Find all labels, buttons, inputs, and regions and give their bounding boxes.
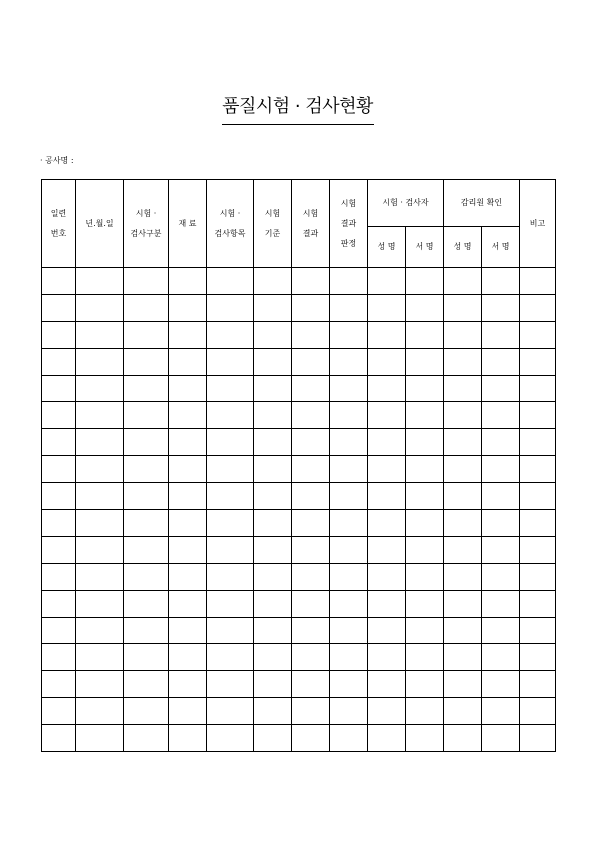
table-cell[interactable] — [254, 348, 292, 375]
table-cell[interactable] — [482, 510, 520, 537]
table-cell[interactable] — [368, 536, 406, 563]
table-row — [42, 644, 556, 671]
table-row — [42, 725, 556, 752]
col-judgement: 시험 결과 판정 — [330, 180, 368, 268]
table-cell[interactable] — [254, 375, 292, 402]
table-cell[interactable] — [482, 725, 520, 752]
table-cell[interactable] — [330, 725, 368, 752]
table-cell[interactable] — [76, 698, 124, 725]
table-row — [42, 617, 556, 644]
table-cell[interactable] — [254, 536, 292, 563]
table-cell[interactable] — [76, 671, 124, 698]
table-cell[interactable] — [207, 348, 254, 375]
table-cell[interactable] — [76, 375, 124, 402]
table-cell[interactable] — [520, 321, 556, 348]
table-cell[interactable] — [124, 456, 169, 483]
table-cell[interactable] — [207, 375, 254, 402]
table-cell[interactable] — [444, 644, 482, 671]
table-cell[interactable] — [169, 483, 207, 510]
table-cell[interactable] — [406, 268, 444, 295]
table-cell[interactable] — [42, 402, 76, 429]
table-cell[interactable] — [254, 321, 292, 348]
table-row — [42, 590, 556, 617]
table-cell[interactable] — [124, 348, 169, 375]
table-cell[interactable] — [124, 375, 169, 402]
table-cell[interactable] — [406, 698, 444, 725]
table-cell[interactable] — [292, 456, 330, 483]
col-inspector-signature: 서 명 — [406, 227, 444, 268]
table-cell[interactable] — [520, 268, 556, 295]
table-cell[interactable] — [76, 456, 124, 483]
table-cell[interactable] — [169, 510, 207, 537]
table-cell[interactable] — [406, 510, 444, 537]
table-row — [42, 268, 556, 295]
table-cell[interactable] — [444, 671, 482, 698]
table-cell[interactable] — [42, 617, 76, 644]
table-cell[interactable] — [444, 698, 482, 725]
table-cell[interactable] — [207, 671, 254, 698]
col-inspector-name: 성 명 — [368, 227, 406, 268]
table-cell[interactable] — [520, 536, 556, 563]
table-cell[interactable] — [169, 725, 207, 752]
table-cell[interactable] — [169, 536, 207, 563]
table-cell[interactable] — [42, 348, 76, 375]
table-cell[interactable] — [368, 671, 406, 698]
table-cell[interactable] — [444, 402, 482, 429]
table-cell[interactable] — [444, 348, 482, 375]
table-cell[interactable] — [482, 590, 520, 617]
table-cell[interactable] — [406, 294, 444, 321]
table-cell[interactable] — [254, 644, 292, 671]
table-cell[interactable] — [169, 456, 207, 483]
table-cell[interactable] — [42, 510, 76, 537]
table-cell[interactable] — [42, 725, 76, 752]
table-cell[interactable] — [482, 617, 520, 644]
col-group-supervisor: 감리원 확인 — [444, 180, 520, 227]
table-cell[interactable] — [444, 456, 482, 483]
table-cell[interactable] — [444, 429, 482, 456]
table-cell[interactable] — [520, 483, 556, 510]
table-cell[interactable] — [444, 321, 482, 348]
table-cell[interactable] — [330, 456, 368, 483]
table-cell[interactable] — [482, 375, 520, 402]
table-cell[interactable] — [520, 698, 556, 725]
table-cell[interactable] — [520, 590, 556, 617]
table-cell[interactable] — [330, 429, 368, 456]
table-cell[interactable] — [124, 483, 169, 510]
table-cell[interactable] — [330, 644, 368, 671]
table-cell[interactable] — [42, 483, 76, 510]
table-cell[interactable] — [254, 671, 292, 698]
table-cell[interactable] — [254, 563, 292, 590]
table-cell[interactable] — [406, 671, 444, 698]
table-cell[interactable] — [42, 698, 76, 725]
table-cell[interactable] — [292, 590, 330, 617]
table-cell[interactable] — [330, 375, 368, 402]
table-cell[interactable] — [368, 510, 406, 537]
table-cell[interactable] — [368, 321, 406, 348]
col-supervisor-signature: 서 명 — [482, 227, 520, 268]
table-cell[interactable] — [292, 725, 330, 752]
table-cell[interactable] — [368, 698, 406, 725]
table-cell[interactable] — [42, 321, 76, 348]
table-cell[interactable] — [124, 402, 169, 429]
table-cell[interactable] — [406, 402, 444, 429]
table-cell[interactable] — [254, 456, 292, 483]
table-cell[interactable] — [254, 725, 292, 752]
table-cell[interactable] — [444, 268, 482, 295]
table-cell[interactable] — [124, 321, 169, 348]
table-cell[interactable] — [292, 268, 330, 295]
table-cell[interactable] — [292, 563, 330, 590]
table-cell[interactable] — [292, 321, 330, 348]
table-cell[interactable] — [444, 536, 482, 563]
table-cell[interactable] — [254, 698, 292, 725]
table-cell[interactable] — [169, 375, 207, 402]
table-cell[interactable] — [254, 402, 292, 429]
table-cell[interactable] — [444, 617, 482, 644]
table-cell[interactable] — [292, 348, 330, 375]
table-row — [42, 510, 556, 537]
table-cell[interactable] — [520, 510, 556, 537]
table-cell[interactable] — [169, 321, 207, 348]
table-cell[interactable] — [76, 725, 124, 752]
table-cell[interactable] — [169, 268, 207, 295]
table-cell[interactable] — [169, 617, 207, 644]
table-row — [42, 671, 556, 698]
table-cell[interactable] — [169, 563, 207, 590]
table-cell[interactable] — [169, 644, 207, 671]
table-row — [42, 348, 556, 375]
table-cell[interactable] — [406, 456, 444, 483]
table-cell[interactable] — [124, 617, 169, 644]
table-cell[interactable] — [124, 536, 169, 563]
table-cell[interactable] — [292, 375, 330, 402]
table-cell[interactable] — [124, 510, 169, 537]
table-cell[interactable] — [482, 644, 520, 671]
title-underline — [222, 124, 374, 125]
table-row — [42, 698, 556, 725]
table-cell[interactable] — [368, 483, 406, 510]
table-cell[interactable] — [368, 617, 406, 644]
table-cell[interactable] — [169, 348, 207, 375]
table-cell[interactable] — [207, 321, 254, 348]
table-cell[interactable] — [444, 510, 482, 537]
table-cell[interactable] — [368, 375, 406, 402]
table-row — [42, 483, 556, 510]
table-cell[interactable] — [207, 429, 254, 456]
table-cell[interactable] — [124, 429, 169, 456]
table-cell[interactable] — [330, 671, 368, 698]
table-row — [42, 294, 556, 321]
table-cell[interactable] — [482, 456, 520, 483]
table-cell[interactable] — [254, 617, 292, 644]
table-cell[interactable] — [406, 536, 444, 563]
table-cell[interactable] — [330, 348, 368, 375]
table-cell[interactable] — [76, 590, 124, 617]
table-cell[interactable] — [406, 483, 444, 510]
table-cell[interactable] — [42, 590, 76, 617]
table-cell[interactable] — [42, 375, 76, 402]
table-cell[interactable] — [207, 725, 254, 752]
table-row — [42, 563, 556, 590]
table-cell[interactable] — [254, 483, 292, 510]
table-cell[interactable] — [482, 268, 520, 295]
table-cell[interactable] — [520, 375, 556, 402]
table-cell[interactable] — [292, 510, 330, 537]
table-cell[interactable] — [520, 725, 556, 752]
table-cell[interactable] — [254, 268, 292, 295]
table-cell[interactable] — [292, 429, 330, 456]
table-cell[interactable] — [76, 617, 124, 644]
table-cell[interactable] — [207, 644, 254, 671]
table-cell[interactable] — [520, 617, 556, 644]
table-cell[interactable] — [330, 617, 368, 644]
table-cell[interactable] — [292, 698, 330, 725]
table-cell[interactable] — [520, 348, 556, 375]
table-cell[interactable] — [124, 268, 169, 295]
table-cell[interactable] — [169, 429, 207, 456]
table-cell[interactable] — [406, 644, 444, 671]
table-cell[interactable] — [520, 402, 556, 429]
table-cell[interactable] — [76, 348, 124, 375]
table-cell[interactable] — [520, 644, 556, 671]
table-cell[interactable] — [207, 402, 254, 429]
table-cell[interactable] — [330, 268, 368, 295]
table-row — [42, 375, 556, 402]
col-test-criteria: 시험 기준 — [254, 180, 292, 268]
table-cell[interactable] — [368, 402, 406, 429]
table-cell[interactable] — [124, 563, 169, 590]
table-cell[interactable] — [444, 294, 482, 321]
table-cell[interactable] — [368, 590, 406, 617]
table-cell[interactable] — [42, 294, 76, 321]
col-test-result: 시험 결과 — [292, 180, 330, 268]
table-cell[interactable] — [444, 375, 482, 402]
table-cell[interactable] — [368, 725, 406, 752]
table-cell[interactable] — [42, 268, 76, 295]
table-cell[interactable] — [482, 429, 520, 456]
table-cell[interactable] — [482, 671, 520, 698]
col-remarks: 비고 — [520, 180, 556, 268]
table-row — [42, 321, 556, 348]
table-cell[interactable] — [406, 725, 444, 752]
table-cell[interactable] — [368, 348, 406, 375]
table-cell[interactable] — [76, 644, 124, 671]
table-cell[interactable] — [406, 563, 444, 590]
page-title: 품질시험 · 검사현황 — [222, 96, 373, 117]
table-cell[interactable] — [330, 294, 368, 321]
table-cell[interactable] — [482, 321, 520, 348]
table-cell[interactable] — [207, 590, 254, 617]
table-cell[interactable] — [42, 456, 76, 483]
table-cell[interactable] — [42, 563, 76, 590]
table-cell[interactable] — [42, 429, 76, 456]
table-cell[interactable] — [482, 402, 520, 429]
table-cell[interactable] — [330, 536, 368, 563]
table-cell[interactable] — [76, 429, 124, 456]
table-cell[interactable] — [330, 563, 368, 590]
table-cell[interactable] — [76, 510, 124, 537]
table-cell[interactable] — [76, 563, 124, 590]
table-cell[interactable] — [254, 510, 292, 537]
table-cell[interactable] — [406, 590, 444, 617]
table-cell[interactable] — [76, 294, 124, 321]
col-group-inspector: 시험 · 검사자 — [368, 180, 444, 227]
table-cell[interactable] — [330, 321, 368, 348]
table-cell[interactable] — [368, 456, 406, 483]
table-cell[interactable] — [124, 294, 169, 321]
col-serial-number: 일련 번호 — [42, 180, 76, 268]
table-cell[interactable] — [169, 671, 207, 698]
col-test-type: 시험 · 검사구분 — [124, 180, 169, 268]
table-cell[interactable] — [254, 294, 292, 321]
table-cell[interactable] — [482, 698, 520, 725]
table-cell[interactable] — [406, 321, 444, 348]
table-cell[interactable] — [207, 536, 254, 563]
inspection-status-table — [41, 179, 556, 752]
table-cell[interactable] — [254, 429, 292, 456]
col-material: 재 료 — [169, 180, 207, 268]
table-row — [42, 429, 556, 456]
table-cell[interactable] — [124, 590, 169, 617]
table-cell[interactable] — [330, 590, 368, 617]
table-cell[interactable] — [406, 375, 444, 402]
table-row — [42, 536, 556, 563]
table-cell[interactable] — [330, 483, 368, 510]
table-row — [42, 456, 556, 483]
table-cell[interactable] — [482, 536, 520, 563]
table-cell[interactable] — [42, 644, 76, 671]
col-test-item: 시험 · 검사항목 — [207, 180, 254, 268]
table-cell[interactable] — [292, 617, 330, 644]
table-cell[interactable] — [42, 536, 76, 563]
table-cell[interactable] — [482, 294, 520, 321]
table-cell[interactable] — [207, 563, 254, 590]
table-cell[interactable] — [368, 268, 406, 295]
table-cell[interactable] — [406, 429, 444, 456]
project-name-label: · 공사명 : — [40, 156, 74, 165]
table-cell[interactable] — [292, 483, 330, 510]
table-cell[interactable] — [368, 429, 406, 456]
table-cell[interactable] — [368, 563, 406, 590]
table-cell[interactable] — [520, 671, 556, 698]
table-cell[interactable] — [207, 456, 254, 483]
table-cell[interactable] — [207, 617, 254, 644]
table-cell[interactable] — [330, 402, 368, 429]
table-cell[interactable] — [207, 698, 254, 725]
table-cell[interactable] — [444, 725, 482, 752]
table-cell[interactable] — [124, 725, 169, 752]
table-cell[interactable] — [76, 483, 124, 510]
table-cell[interactable] — [169, 698, 207, 725]
table-cell[interactable] — [292, 294, 330, 321]
table-cell[interactable] — [292, 671, 330, 698]
table-cell[interactable] — [444, 563, 482, 590]
table-cell[interactable] — [406, 617, 444, 644]
table-cell[interactable] — [292, 402, 330, 429]
col-date: 년.월.일 — [76, 180, 124, 268]
table-cell[interactable] — [292, 644, 330, 671]
table-cell[interactable] — [76, 402, 124, 429]
table-cell[interactable] — [444, 483, 482, 510]
table-cell[interactable] — [124, 644, 169, 671]
table-cell[interactable] — [520, 456, 556, 483]
table-cell[interactable] — [169, 402, 207, 429]
table-cell[interactable] — [169, 294, 207, 321]
table-cell[interactable] — [207, 510, 254, 537]
table-cell[interactable] — [124, 671, 169, 698]
table-cell[interactable] — [207, 294, 254, 321]
table-body — [42, 268, 556, 752]
table-cell[interactable] — [482, 483, 520, 510]
table-cell[interactable] — [368, 294, 406, 321]
table-cell[interactable] — [207, 483, 254, 510]
table-cell[interactable] — [76, 321, 124, 348]
table-cell[interactable] — [207, 268, 254, 295]
table-cell[interactable] — [368, 644, 406, 671]
col-supervisor-name: 성 명 — [444, 227, 482, 268]
table-cell[interactable] — [330, 510, 368, 537]
table-cell[interactable] — [330, 698, 368, 725]
table-cell[interactable] — [254, 590, 292, 617]
table-cell[interactable] — [42, 671, 76, 698]
table-cell[interactable] — [292, 536, 330, 563]
table-cell[interactable] — [444, 590, 482, 617]
table-cell[interactable] — [482, 348, 520, 375]
table-row — [42, 402, 556, 429]
table-cell[interactable] — [520, 429, 556, 456]
table-cell[interactable] — [482, 563, 520, 590]
table-cell[interactable] — [76, 536, 124, 563]
table-cell[interactable] — [169, 590, 207, 617]
table-cell[interactable] — [406, 348, 444, 375]
table-cell[interactable] — [520, 563, 556, 590]
table-cell[interactable] — [124, 698, 169, 725]
table-cell[interactable] — [520, 294, 556, 321]
table-cell[interactable] — [76, 268, 124, 295]
